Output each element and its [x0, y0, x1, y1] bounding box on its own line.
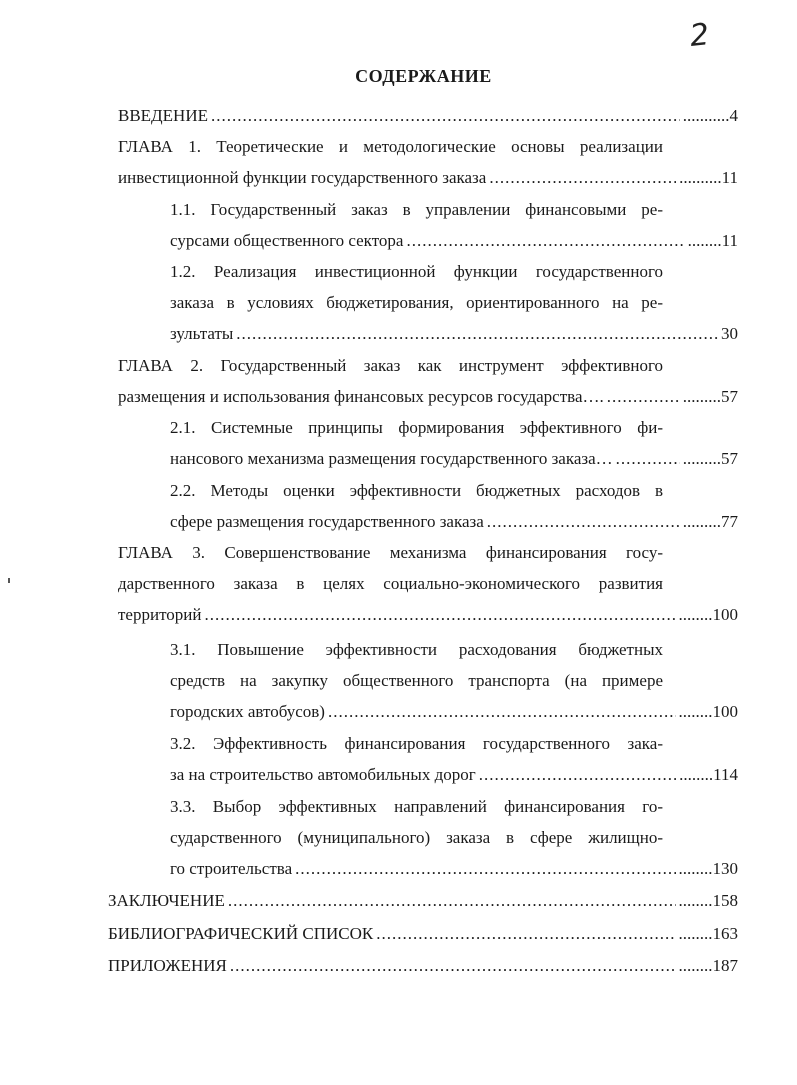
toc-entry-page: ........100	[678, 702, 738, 721]
toc-section-3-3-line-2: сударственного (муниципального) заказа в сфере жилищно-	[170, 828, 663, 847]
toc-chapter-1-line-2	[118, 165, 738, 191]
toc-section-3-2-line-1: 3.2. Эффективность финансирования государственного зака-	[170, 734, 663, 753]
toc-entry-text: БИБЛИОГРАФИЧЕСКИЙ СПИСОК	[108, 924, 374, 943]
toc-section-3-1-line-1: 3.1. Повышение эффективности расходования бюджетных	[170, 640, 663, 659]
toc-entry-page: ........187	[678, 956, 738, 975]
toc-entry-page: 30	[721, 324, 738, 343]
toc-section-2-2-line-2	[170, 509, 738, 535]
handwritten-page-number: 2	[688, 17, 711, 54]
toc-entry-page: ........100	[678, 605, 738, 624]
toc-section-2-1-line-2	[170, 446, 738, 472]
leader-dots	[376, 921, 675, 947]
toc-entry-text: ВВЕДЕНИЕ	[118, 106, 208, 125]
toc-section-1-1-line-1: 1.1. Государственный заказ в управлении финансовыми ре-	[170, 200, 663, 219]
leader-dots	[616, 446, 680, 472]
toc-chapter-2-line-2	[118, 384, 738, 410]
toc-entry-text: го строительства	[170, 859, 293, 878]
toc-section-2-1-line-1: 2.1. Системные принципы формирования эффективного фи-	[170, 418, 663, 437]
toc-section-2-2-line-1: 2.2. Методы оценки эффективности бюджетных расходов в	[170, 481, 663, 500]
leader-dots	[211, 103, 680, 129]
leader-dots	[204, 602, 675, 628]
toc-section-1-2-line-3	[170, 321, 738, 347]
leader-dots	[479, 762, 676, 788]
toc-section-1-2-line-1: 1.2. Реализация инвестиционной функции государственного	[170, 262, 663, 281]
toc-entry-text: размещения и использования финансовых ресурсов государства….	[118, 387, 604, 406]
toc-chapter-1-line-1: ГЛАВА 1. Теоретические и методологические основы реализации	[118, 137, 663, 156]
toc-entry-page: ........163	[678, 924, 738, 943]
toc-entry-bibliography	[108, 921, 738, 947]
toc-chapter-3-line-2: дарственного заказа в целях социально-экономического развития	[118, 574, 663, 593]
leader-dots	[228, 888, 676, 914]
toc-entry-text: зультаты	[170, 324, 234, 343]
toc-entry-introduction	[118, 103, 738, 129]
toc-entry-text: сфере размещения государственного заказа	[170, 512, 484, 531]
toc-section-3-1-line-2: средств на закупку общественного транспорта (на примере	[170, 671, 663, 690]
leader-dots	[406, 228, 684, 254]
leader-dots	[295, 856, 675, 882]
toc-entry-text: за на строительство автомобильных дорог	[170, 765, 476, 784]
scan-speck	[8, 578, 10, 583]
toc-entry-text: сурсами общественного сектора	[170, 231, 404, 250]
toc-entry-page: ........130	[678, 859, 738, 878]
toc-entry-page: ..........11	[679, 168, 738, 187]
toc-entry-page: ........158	[678, 891, 738, 910]
toc-chapter-3-line-3	[118, 602, 738, 628]
toc-entry-text: ЗАКЛЮЧЕНИЕ	[108, 891, 225, 910]
toc-entry-text: инвестиционной функции государственного заказа	[118, 168, 487, 187]
toc-entry-appendices	[108, 953, 738, 979]
toc-section-1-2-line-2: заказа в условиях бюджетирования, ориентированного на ре-	[170, 293, 663, 312]
toc-entry-text: территорий	[118, 605, 202, 624]
toc-section-3-3-line-3	[170, 856, 738, 882]
toc-entry-page: .........57	[682, 387, 738, 406]
toc-section-1-1-line-2	[170, 228, 738, 254]
toc-entry-text: ПРИЛОЖЕНИЯ	[108, 956, 227, 975]
toc-section-3-1-line-3	[170, 699, 738, 725]
toc-entry-page: ........114	[679, 765, 738, 784]
leader-dots	[230, 953, 676, 979]
toc-section-3-2-line-2	[170, 762, 738, 788]
toc-entry-conclusion	[108, 888, 738, 914]
leader-dots	[487, 509, 680, 535]
toc-title: СОДЕРЖАНИЕ	[355, 66, 492, 86]
leader-dots	[607, 384, 680, 410]
toc-chapter-3-line-1: ГЛАВА 3. Совершенствование механизма финансирования госу-	[118, 543, 663, 562]
leader-dots	[328, 699, 676, 725]
leader-dots	[489, 165, 676, 191]
toc-entry-text: нансового механизма размещения государственного заказа…	[170, 449, 613, 468]
toc-chapter-2-line-1: ГЛАВА 2. Государственный заказ как инструмент эффективного	[118, 356, 663, 375]
toc-section-3-3-line-1: 3.3. Выбор эффективных направлений финансирования го-	[170, 797, 663, 816]
toc-entry-page: .........57	[682, 449, 738, 468]
leader-dots	[236, 321, 718, 347]
toc-entry-page: ........11	[687, 231, 738, 250]
toc-entry-page: .........77	[682, 512, 738, 531]
toc-entry-text: городских автобусов)	[170, 702, 325, 721]
toc-entry-page: ...........4	[682, 106, 738, 125]
